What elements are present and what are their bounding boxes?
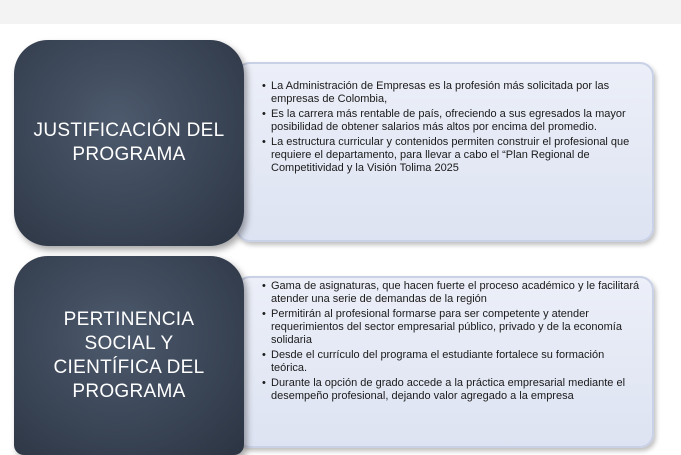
pertinencia-bullets [262, 280, 640, 405]
top-band [0, 0, 681, 24]
bullet-item [262, 80, 634, 106]
bullet-text: Gama de asignaturas, que hacen fuerte el proceso académico y le facilitará atender una serie de demandas de la región [271, 280, 640, 305]
bullet-dot-icon: • [262, 280, 266, 292]
section-justificacion [0, 40, 681, 248]
bullet-item [262, 349, 640, 375]
bullet-dot-icon: • [262, 80, 266, 92]
bullet-item [262, 377, 640, 403]
bullet-text: Es la carrera más rentable de país, ofreciendo a sus egresados la mayor posibilidad de obtener salarios más altos por encima del promedio. [271, 108, 626, 133]
bullet-item [262, 108, 634, 134]
pertinencia-heading: PERTINENCIA SOCIAL Y CIENTÍFICA DEL PROGRAMA [14, 256, 244, 455]
bullet-dot-icon: • [262, 308, 266, 320]
bullet-text: La Administración de Empresas es la profesión más solicitada por las empresas de Colombia, [271, 80, 610, 105]
bullet-dot-icon: • [262, 136, 266, 148]
bullet-dot-icon: • [262, 377, 266, 389]
bullet-text: La estructura curricular y contenidos permiten construir el profesional que requiere el departamento, para llevar a cabo el “Plan Regional de Competitividad y la Visión Tolima 2025 [271, 136, 630, 174]
justificacion-bullets [262, 80, 634, 177]
bullet-text: Desde el currículo del programa el estudiante fortalece su formación teórica. [271, 349, 605, 374]
bullet-item [262, 280, 640, 306]
bullet-dot-icon: • [262, 349, 266, 361]
bullet-text: Durante la opción de grado accede a la práctica empresarial mediante el desempeño profesional, dejando valor agregado a la empresa [271, 377, 626, 402]
justificacion-heading: JUSTIFICACIÓN DEL PROGRAMA [14, 40, 244, 246]
bullet-text: Permitirán al profesional formarse para ser competente y atender requerimientos del sector empresarial público, privado y de la economía solidaria [271, 308, 622, 346]
section-pertinencia [0, 256, 681, 455]
bullet-item [262, 136, 634, 175]
bullet-dot-icon: • [262, 108, 266, 120]
bullet-item [262, 308, 640, 347]
